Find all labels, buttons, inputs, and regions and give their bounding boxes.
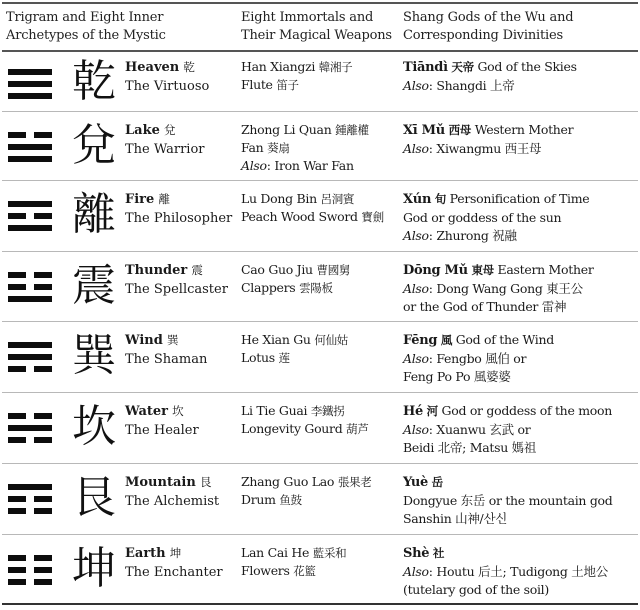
deity-name: Fēng: [403, 333, 438, 348]
solid-line: [8, 225, 52, 231]
table-row-heaven: [0, 52, 640, 112]
immortal-cell: [241, 331, 403, 367]
also-label: Also: [403, 281, 429, 296]
immortal-name-cjk: 鍾離權: [335, 123, 369, 137]
table-row-lake: [0, 112, 640, 181]
solid-line: [8, 296, 52, 302]
solid-line: [8, 484, 52, 490]
deity-cell: Xún 旬 Personification of Time God or goddess of the sun Also: Zhurong 祝融: [403, 191, 590, 243]
broken-line: [8, 132, 52, 138]
archetype-cell: [125, 58, 240, 96]
immortal-cell: [241, 190, 403, 226]
weapon-name: Flute: [241, 77, 273, 92]
deity-cell: Xī Mǔ 西母 Western Mother Also: Xiwangmu 西王母: [403, 122, 574, 156]
weapon-name: Longevity Gourd: [241, 421, 343, 436]
immortal-name-cjk: 張果老: [337, 475, 372, 489]
table-header: [0, 9, 640, 49]
lake-trigram-icon: [8, 132, 52, 162]
deity-name: Yuè: [403, 475, 428, 490]
trigram-name: Earth: [125, 546, 166, 561]
seal-script-glyph: 坎: [72, 401, 116, 452]
deity-detail: Xiwangmu 西王母: [436, 141, 542, 156]
also-label: Also: [241, 158, 267, 173]
deity-name: Xún: [403, 192, 432, 207]
deity-name: Dōng Mǔ: [403, 263, 468, 278]
weapon-name-cjk: 鱼鼓: [279, 493, 302, 507]
archetype: The Shaman: [125, 352, 208, 367]
table-row-fire: [0, 181, 640, 252]
broken-line: [8, 567, 52, 573]
immortal-cell: [241, 544, 403, 580]
archetype: The Healer: [125, 423, 199, 438]
weapon-name-cjk: 花籃: [293, 564, 316, 578]
deity-name: Hé: [403, 404, 423, 419]
solid-line: [8, 81, 52, 87]
deity-cell: [403, 473, 639, 528]
immortal-name: Zhang Guo Lao: [241, 474, 335, 489]
immortal-name: Zhong Li Quan: [241, 122, 332, 137]
weapon-name: Fan: [241, 140, 264, 155]
trigram-name: Wind: [125, 333, 163, 348]
deity-description: Personification of Time: [449, 191, 590, 206]
solid-line: [8, 93, 52, 99]
table-row-earth: [0, 535, 640, 603]
header-line: Trigram and Eight Inner: [6, 10, 164, 25]
deity-detail: Xuanwu 玄武 or: [436, 422, 531, 437]
trigram-name: Mountain: [125, 475, 196, 490]
broken-line: [8, 272, 52, 278]
deity-description: God of the Wind: [455, 332, 554, 347]
weapon-name: Peach Wood Sword: [241, 209, 358, 224]
immortal-name: He Xian Gu: [241, 332, 311, 347]
deity-cell: Dōng Mǔ 東母 Eastern Mother Also: Dong Wang Gong 東王公 or the God of Thunder 雷神: [403, 262, 594, 314]
archetype-cell: [125, 261, 240, 299]
header-shang-gods: [403, 9, 639, 45]
weapon-name: Lotus: [241, 350, 275, 365]
archetype: The Alchemist: [125, 494, 220, 509]
deity-cell: Shè 社 Also: Houtu 后土; Tudigong 土地公 (tutelary god of the soil): [403, 546, 608, 597]
heaven-trigram-icon: [8, 69, 52, 99]
immortal-name-cjk: 呂洞賓: [320, 192, 355, 206]
trigram-name-cjk: 兌: [163, 123, 176, 137]
broken-line: [8, 284, 52, 290]
archetype-cell: [125, 121, 240, 159]
weapon-name-cjk: 寶劍: [361, 210, 384, 224]
deity-name-cjk: 西母: [448, 123, 471, 137]
deity-name-cjk: 天帝: [451, 60, 474, 74]
archetype: The Philosopher: [125, 211, 233, 226]
deity-detail: Shangdi 上帝: [436, 78, 515, 93]
immortal-name-cjk: 曹國舅: [316, 263, 351, 277]
archetype-cell: [125, 331, 240, 369]
broken-line: [8, 437, 52, 443]
water-trigram-icon: [8, 413, 52, 443]
header-line: Shang Gods of the Wu and: [403, 10, 574, 25]
deity-detail: Feng Po Po 風婆婆: [403, 369, 511, 384]
broken-line: [8, 213, 52, 219]
trigram-name-cjk: 艮: [199, 475, 212, 489]
wind-trigram-icon: [8, 342, 52, 372]
archetype: The Spellcaster: [125, 282, 228, 297]
trigram-name: Lake: [125, 123, 160, 138]
weapon-name-cjk: 笛子: [276, 78, 299, 92]
table-row-thunder: [0, 252, 640, 322]
deity-name-cjk: 風: [440, 333, 453, 347]
immortal-cell: [241, 473, 403, 509]
deity-detail: Houtu 后土; Tudigong 土地公: [436, 564, 608, 579]
trigram-name-cjk: 坎: [172, 404, 184, 418]
seal-script-glyph: 乾: [72, 56, 116, 107]
mountain-trigram-icon: [8, 484, 52, 514]
immortal-name-cjk: 何仙姑: [314, 333, 348, 347]
trigram-name: Fire: [125, 192, 155, 207]
also-label: Also: [403, 564, 429, 579]
deity-detail: Sanshin 山神/산신: [403, 511, 508, 526]
also-label: Also: [403, 351, 429, 366]
deity-detail: Zhurong 祝融: [436, 228, 517, 243]
weapon-name-cjk: 葵扇: [267, 141, 290, 155]
table-row-wind: [0, 322, 640, 393]
fire-trigram-icon: [8, 201, 52, 231]
deity-name: Shè: [403, 546, 430, 561]
also-label: Also: [403, 141, 429, 156]
seal-script-glyph: 艮: [72, 472, 116, 523]
header-line: Corresponding Divinities: [403, 28, 563, 43]
also-label: Also: [403, 78, 429, 93]
deity-detail: Dong Wang Gong 東王公: [436, 281, 583, 296]
archetype: The Warrior: [125, 142, 205, 157]
thunder-trigram-icon: [8, 272, 52, 302]
broken-line: [8, 579, 52, 585]
header-trigram-archetypes: [6, 9, 236, 45]
deity-name: Tiāndì: [403, 60, 448, 75]
deity-detail: Dongyue 东岳 or the mountain god: [403, 493, 613, 508]
bottom-rule: [2, 603, 638, 605]
earth-trigram-icon: [8, 555, 52, 585]
seal-script-glyph: 巽: [72, 330, 116, 381]
weapon-name: Flowers: [241, 563, 290, 578]
trigram-name: Heaven: [125, 60, 180, 75]
deity-detail: God or goddess of the sun: [403, 210, 562, 225]
immortal-name: Cao Guo Jiu: [241, 262, 313, 277]
deity-description: God or goddess of the moon: [441, 403, 612, 418]
deity-description: Western Mother: [474, 122, 574, 137]
header-immortals: [241, 9, 401, 45]
deity-name: Xī Mǔ: [403, 123, 445, 138]
deity-detail: or the God of Thunder 雷神: [403, 299, 567, 314]
deity-cell: Hé 河 God or goddess of the moon Also: Xuanwu 玄武 or Beidi 北帝; Matsu 媽祖: [403, 403, 612, 455]
immortal-name-cjk: 藍采和: [312, 546, 347, 560]
solid-line: [8, 156, 52, 162]
archetype-cell: [125, 544, 240, 582]
trigram-name-cjk: 乾: [183, 60, 195, 74]
immortal-cell: Zhong Li Quan 鍾離權 Fan 葵扇 Also: Iron War Fan: [241, 122, 369, 173]
trigram-name-cjk: 坤: [169, 546, 182, 560]
header-line: Their Magical Weapons: [241, 28, 392, 43]
immortal-name: Lu Dong Bin: [241, 191, 317, 206]
deity-detail: Beidi 北帝; Matsu 媽祖: [403, 440, 537, 455]
immortal-cell: [241, 58, 403, 94]
trigram-name-cjk: 離: [158, 192, 170, 206]
broken-line: [8, 366, 52, 372]
solid-line: [8, 201, 52, 207]
archetype-cell: [125, 473, 240, 511]
broken-line: [8, 555, 52, 561]
trigram-name-cjk: 震: [191, 263, 203, 277]
seal-script-glyph: 離: [72, 189, 116, 240]
deity-detail: (tutelary god of the soil): [403, 582, 549, 597]
weapon-name-cjk: 莲: [278, 351, 290, 365]
seal-script-glyph: 兌: [72, 120, 116, 171]
top-rule: [2, 2, 638, 4]
deity-name-cjk: 河: [426, 404, 438, 418]
also-label: Also: [403, 228, 429, 243]
archetype-cell: [125, 402, 240, 440]
solid-line: [8, 342, 52, 348]
deity-cell: Fēng 風 God of the Wind Also: Fengbo 風伯 or Feng Po Po 風婆婆: [403, 332, 554, 384]
weapon-alt: Iron War Fan: [274, 158, 354, 173]
header-line: Archetypes of the Mystic: [6, 28, 166, 43]
weapon-name: Clappers: [241, 280, 296, 295]
immortal-name: Lan Cai He: [241, 545, 310, 560]
deity-name-cjk: 東母: [471, 263, 494, 277]
trigram-name: Thunder: [125, 263, 188, 278]
broken-line: [8, 496, 52, 502]
deity-name-cjk: 社: [432, 546, 445, 560]
solid-line: [8, 69, 52, 75]
archetype: The Enchanter: [125, 565, 223, 580]
header-line: Eight Immortals and: [241, 10, 374, 25]
immortal-cell: [241, 402, 403, 438]
weapon-name: Drum: [241, 492, 276, 507]
solid-line: [8, 144, 52, 150]
immortal-name: Li Tie Guai: [241, 403, 308, 418]
deity-cell: Tiāndì 天帝 God of the Skies Also: Shangdi 上帝: [403, 59, 577, 93]
weapon-name-cjk: 葫芦: [346, 422, 369, 436]
immortal-name-cjk: 韓湘子: [318, 60, 353, 74]
immortal-name: Han Xiangzi: [241, 59, 316, 74]
trigram-name: Water: [125, 404, 169, 419]
weapon-name-cjk: 雲陽板: [299, 281, 333, 295]
deity-description: God of the Skies: [477, 59, 577, 74]
table-row-water: [0, 393, 640, 464]
broken-line: [8, 413, 52, 419]
broken-line: [8, 508, 52, 514]
deity-name-cjk: 岳: [431, 475, 443, 489]
table-row-mountain: [0, 464, 640, 535]
archetype-cell: [125, 190, 240, 228]
deity-description: Eastern Mother: [497, 262, 594, 277]
seal-script-glyph: 震: [72, 260, 116, 311]
solid-line: [8, 354, 52, 360]
deity-name-cjk: 旬: [434, 192, 446, 206]
trigram-name-cjk: 巽: [167, 333, 179, 347]
archetype: The Virtuoso: [125, 79, 210, 94]
seal-script-glyph: 坤: [72, 543, 116, 594]
immortal-cell: [241, 261, 403, 297]
immortal-name-cjk: 李鐵拐: [310, 404, 345, 418]
solid-line: [8, 425, 52, 431]
deity-detail: Fengbo 風伯 or: [436, 351, 527, 366]
also-label: Also: [403, 422, 429, 437]
